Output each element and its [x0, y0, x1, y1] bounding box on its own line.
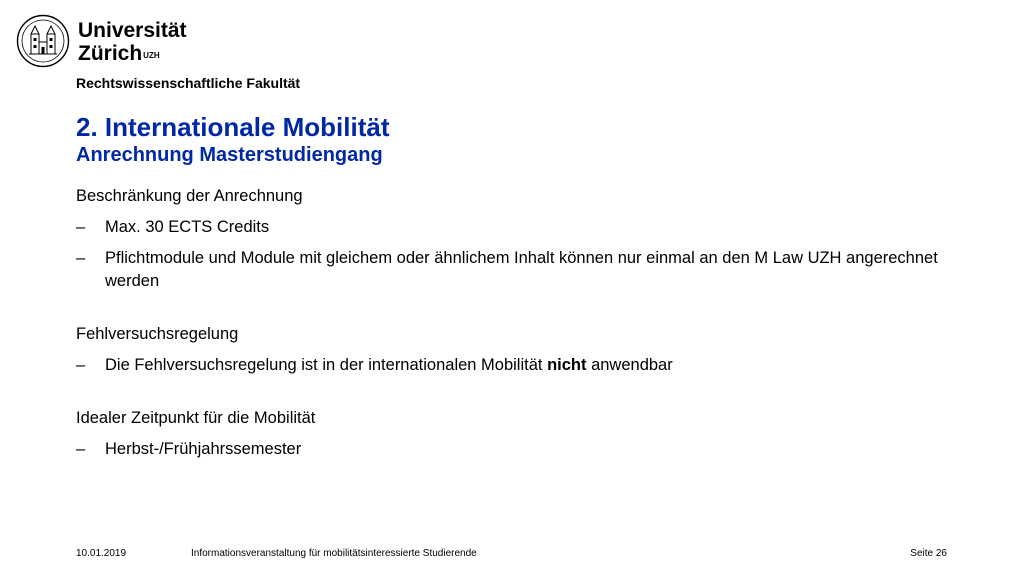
faculty-name: Rechtswissenschaftliche Fakultät — [76, 75, 301, 91]
bullet-marker: – — [76, 249, 86, 267]
uzh-logo — [16, 14, 187, 70]
bullet-text: Pflichtmodule und Module mit gleichem oder ähnlichem Inhalt können nur einmal an den M Law UZH angerechnet werden — [105, 249, 938, 290]
bullet-item — [76, 354, 956, 377]
slide-subtitle: Anrechnung Masterstudiengang — [76, 144, 383, 166]
bullet-text: Herbst-/Frühjahrssemester — [105, 440, 302, 458]
footer-page-number: Seite 26 — [910, 548, 947, 559]
slide-content — [76, 185, 956, 469]
bullet-item — [76, 216, 956, 239]
bullet-item — [76, 438, 956, 461]
logo-wordmark — [78, 19, 187, 65]
bullet-text: Max. 30 ECTS Credits — [105, 218, 270, 236]
logo-line1: Universität — [78, 19, 187, 42]
logo-sup: UZH — [143, 51, 160, 60]
footer-event: Informationsveranstaltung für mobilitätsinteressierte Studierende — [191, 548, 477, 559]
bullet-marker: – — [76, 440, 86, 458]
logo-line2: Zürich$^{UZH}$ — [78, 42, 160, 65]
section-heading: Fehlversuchsregelung — [76, 325, 239, 343]
bullet-item — [76, 247, 956, 293]
bullet-text: Die Fehlversuchsregelung ist in der internationalen Mobilität nicht anwendbar — [105, 356, 673, 374]
bullet-marker: – — [76, 218, 86, 236]
section-heading: Idealer Zeitpunkt für die Mobilität — [76, 409, 316, 427]
section-heading: Beschränkung der Anrechnung — [76, 187, 303, 205]
emphasis-text: nicht — [547, 356, 587, 374]
uzh-seal-icon — [16, 14, 70, 68]
slide-title: 2. Internationale Mobilität — [76, 112, 390, 142]
bullet-marker: – — [76, 356, 86, 374]
footer-date: 10.01.2019 — [76, 548, 127, 559]
